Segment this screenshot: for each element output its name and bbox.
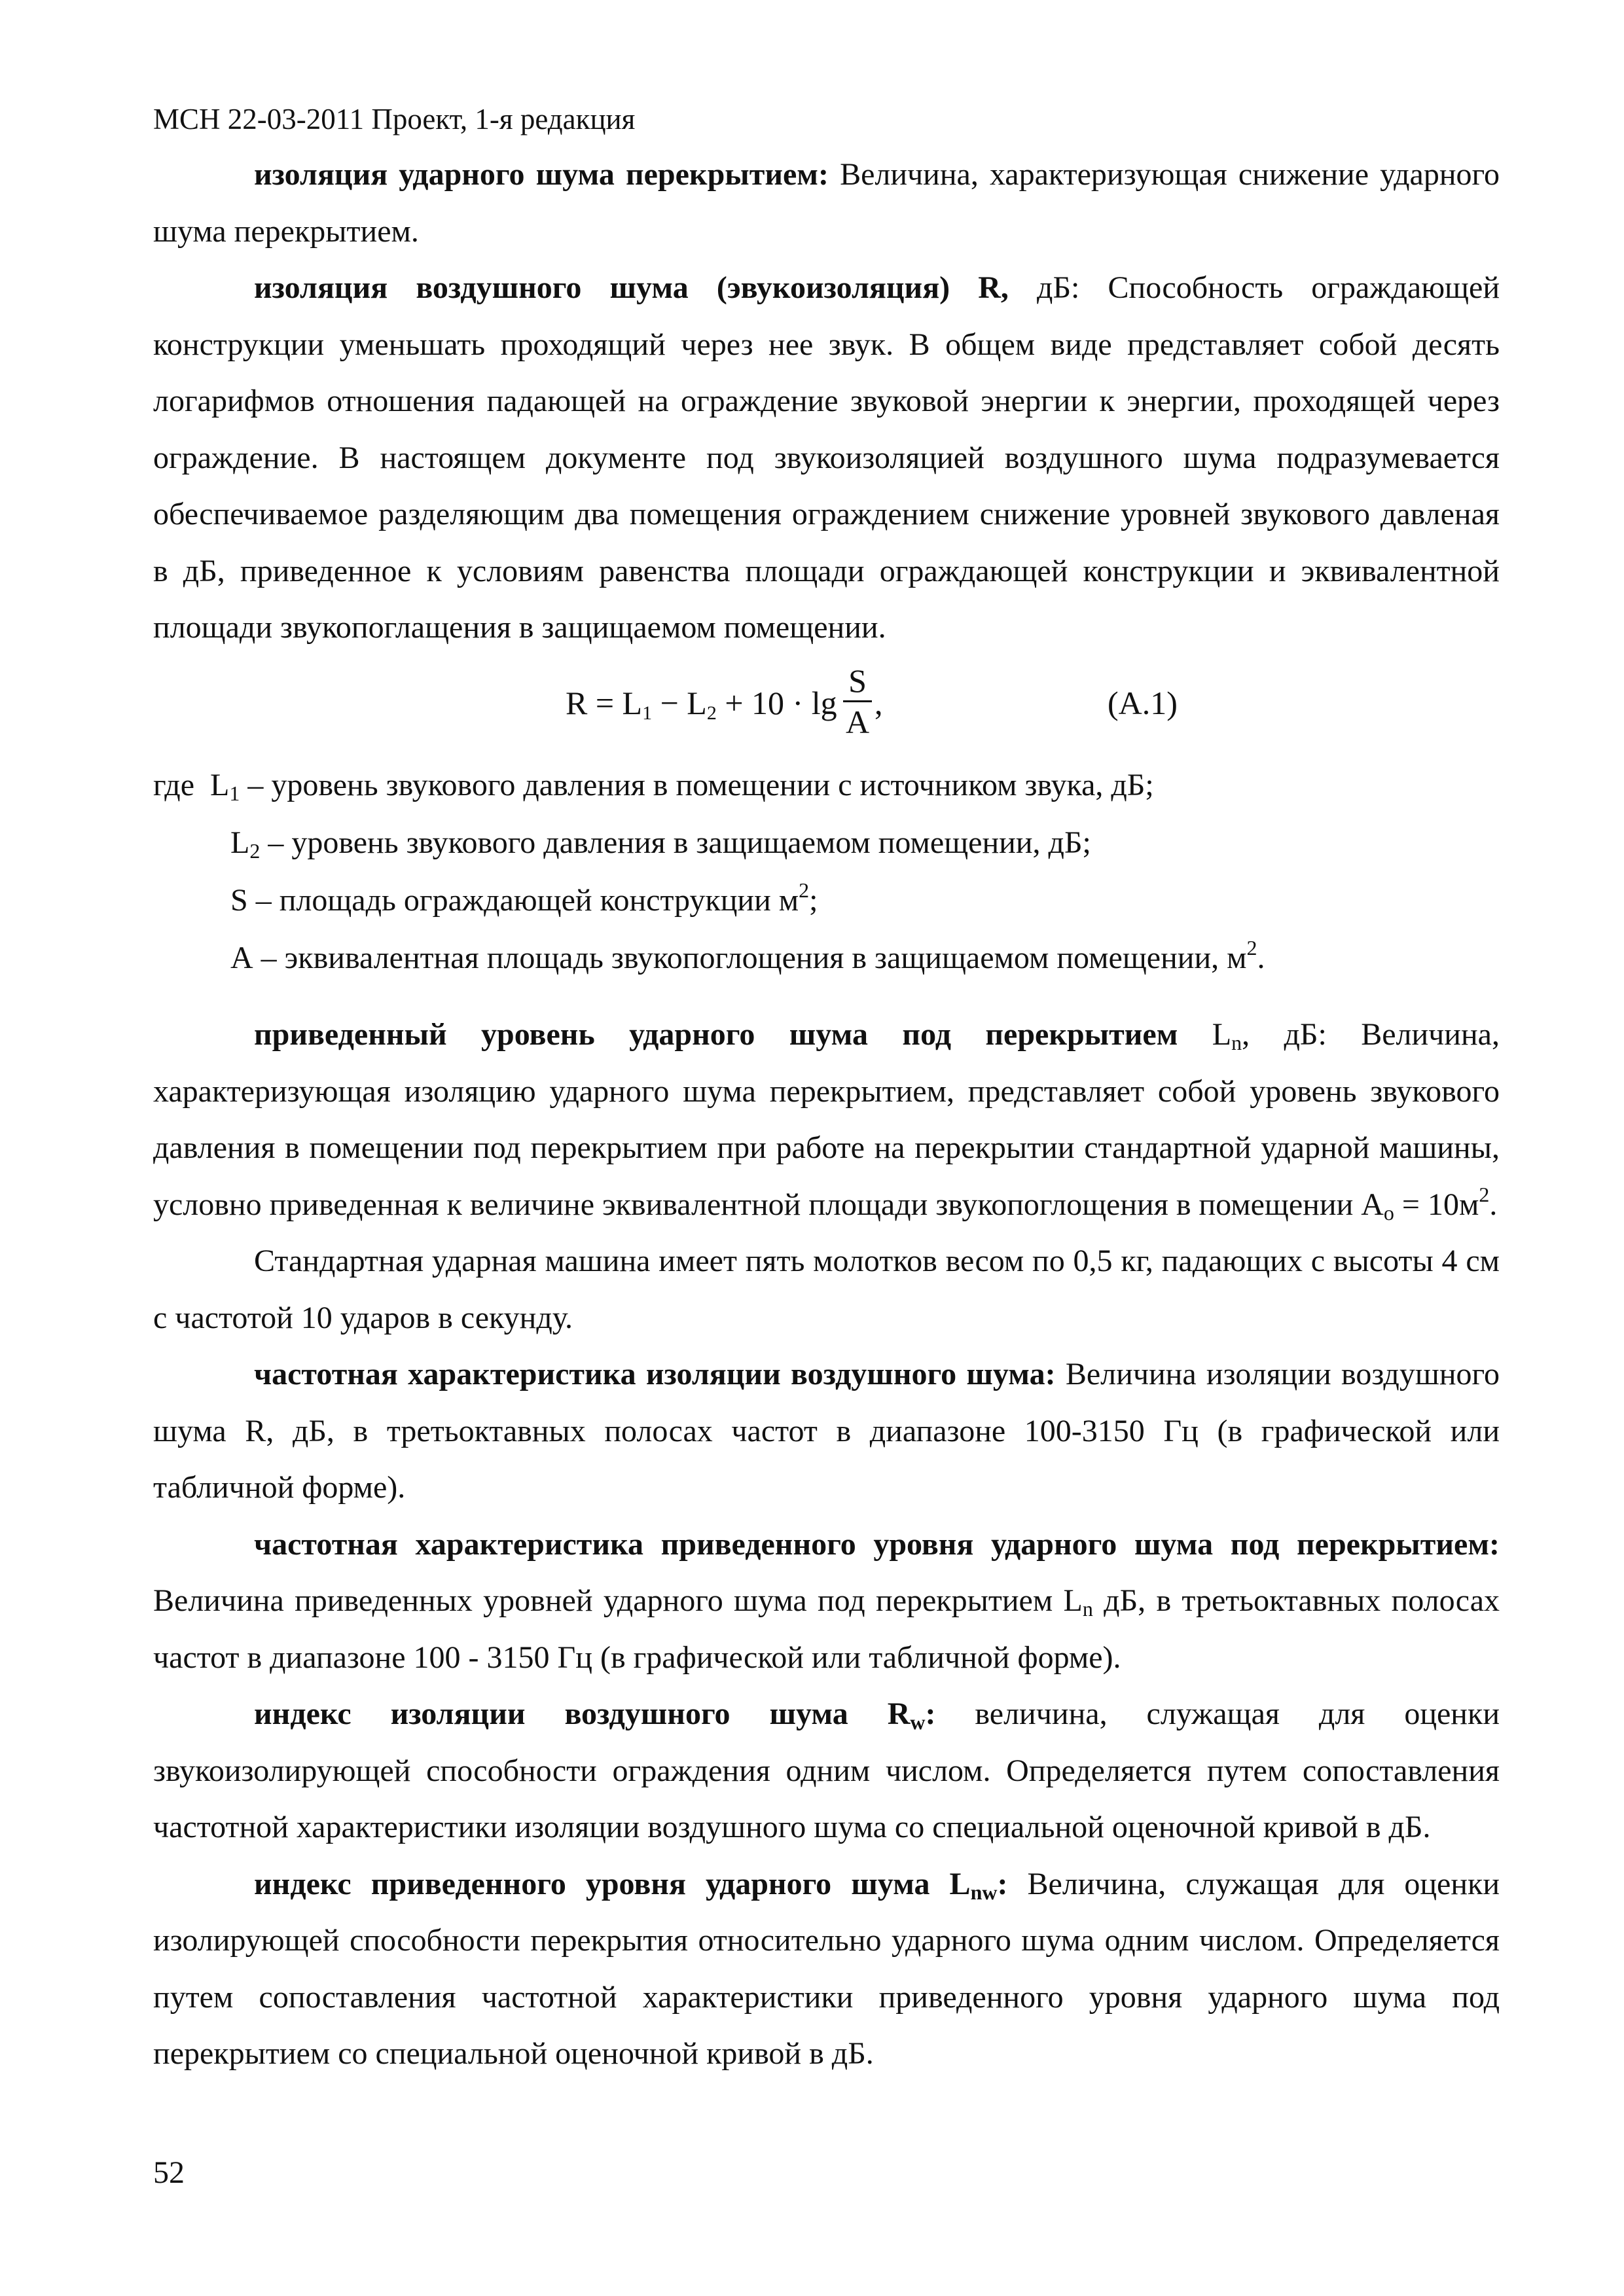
term: индекс приведенного уровня ударного шума $L_{nw}$: bbox=[254, 1866, 1008, 1904]
definition-airborne-insulation: изоляция воздушного шума (эвукоизоляция) R, дБ: Способность ограждающей конструкции уменьшать проходящий через нее звук. В общем виде представляет собой десять логарифмов отношения падающей на ограждение звуковой энергии к энергии, проходящей через ограждение. В настоящем документе под звукоизоляцией воздушного шума подразумевается обеспечиваемое разделяющим два помещения ограждением снижение уровней звукового давленая в дБ, приведенное к условиям равенства площади ограждающей конструкции и эквивалентной площади звукопоглащения в защищаемом помещении. bbox=[153, 270, 1500, 645]
text-block-bottom bbox=[153, 1007, 1500, 2083]
text-block-top bbox=[153, 147, 1500, 656]
fraction: S A bbox=[843, 662, 872, 740]
where-l2: $L_2$ – уровень звукового давления в защищаемом помещении, дБ; bbox=[230, 825, 1091, 863]
where-s: S – площадь ограждающей конструкции $м^2$; bbox=[230, 878, 818, 918]
formula-a1: R = L1 − L2 + 10 · lg S A , (А.1) bbox=[566, 662, 1178, 740]
term: изоляция ударного шума перекрытием: bbox=[254, 157, 829, 192]
term: частотная характеристика приведенного уровня ударного шума под перекрытием: bbox=[254, 1526, 1500, 1562]
definition-impact-insulation: изоляция ударного шума перекрытием: Величина, характеризующая снижение ударного шума перекрытием. bbox=[153, 157, 1500, 249]
page-header: МСН 22-03-2011 Проект, 1-я редакция bbox=[153, 103, 636, 135]
page-number: 52 bbox=[153, 2155, 185, 2190]
term: приведенный уровень ударного шума под перекрытием bbox=[254, 1017, 1178, 1052]
definition-impact-index: индекс приведенного уровня ударного шума $L_{nw}$: Величина, служащая для оценки изолирующей способности перекрытия относительно ударного шума одним числом. Определяется путем сопоставления частотной характеристики приведенного уровня ударного шума под перекрытием со специальной оценочной кривой в дБ. bbox=[153, 1866, 1500, 2071]
definition-frequency-impact: частотная характеристика приведенного уровня ударного шума под перекрытием: Величина приведенных уровней ударного шума под перекрытием $L_n$ дБ, в третьоктавных полосах частот в диапазоне 100 - 3150 Гц (в графической или табличной форме). bbox=[153, 1526, 1500, 1675]
definition-airborne-index: индекс изоляции воздушного шума $R_w$: величина, служащая для оценки звукоизолирующей способности ограждения одним числом. Определяется путем сопоставления частотной характеристики изоляции воздушного шума со специальной оценочной кривой в дБ. bbox=[153, 1696, 1500, 1844]
definition-frequency-airborne: частотная характеристика изоляции воздушного шума: Величина изоляции воздушного шума R, дБ, в третьоктавных полосах частот в диапазоне 100-3150 Гц (в графической или табличной форме). bbox=[153, 1357, 1500, 1505]
term: частотная характеристика изоляции воздушного шума: bbox=[254, 1357, 1056, 1391]
where-l1: где $L_1$ – уровень звукового давления в помещении с источником звука, дБ; bbox=[153, 768, 1154, 805]
equation-number: (А.1) bbox=[1108, 685, 1178, 721]
standard-machine-note: Стандартная ударная машина имеет пять молотков весом по 0,5 кг, падающих с высоты 4 см с частотой 10 ударов в секунду. bbox=[153, 1244, 1500, 1335]
term: изоляция воздушного шума (эвукоизоляция) R, bbox=[254, 270, 1009, 305]
term: индекс изоляции воздушного шума $R_w$: bbox=[254, 1696, 936, 1734]
definition-reduced-impact-level: приведенный уровень ударного шума под перекрытием $L_n$, дБ: Величина, характеризующая изоляцию ударного шума перекрытием, представляет собой уровень звукового давления в помещении под перекрытием при работе на перекрытии стандартной ударной машины, условно приведенная к величине эквивалентной площади звукопоглощения в помещении $А_о = 10м^2$. bbox=[153, 1017, 1500, 1225]
where-a: А – эквивалентная площадь звукопоглощения в защищаемом помещении, $м^2$. bbox=[230, 936, 1265, 975]
